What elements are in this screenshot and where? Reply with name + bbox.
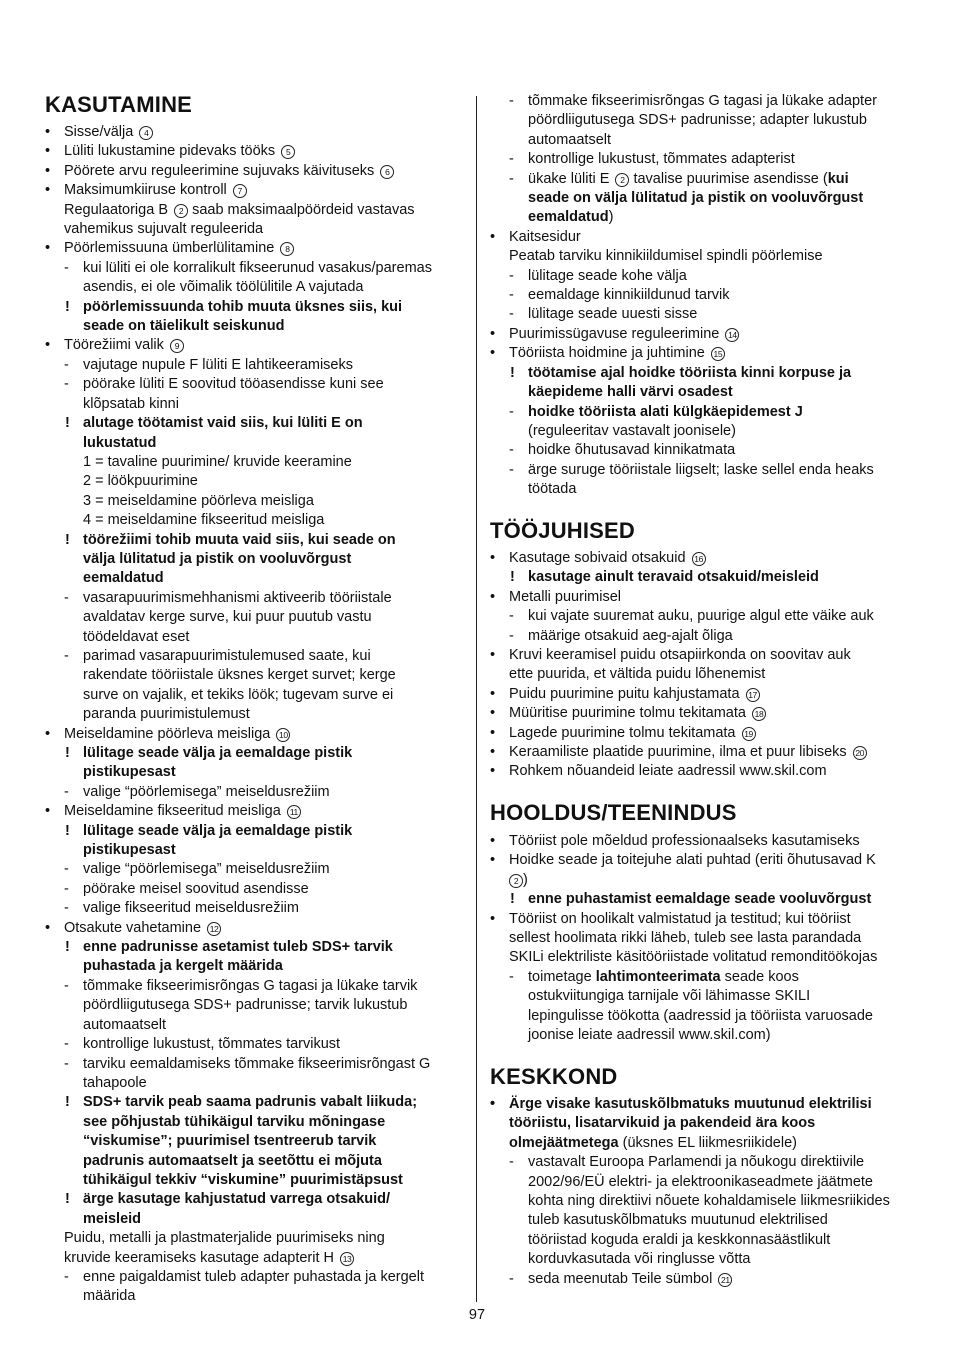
list-item: • Kaitsesidur <box>490 228 920 247</box>
list-item: • Sisse/välja 4 <box>45 123 475 142</box>
list-item: • Müüritise puurimine tolmu tekitamata 18 <box>490 704 920 723</box>
ref-number: 19 <box>742 727 756 741</box>
item-text: tuleb kasutuskõlbmatuks muutunud elektrilised <box>528 1212 828 1229</box>
warning-item: ! lülitage seade välja ja eemaldage pistik <box>45 744 475 763</box>
hooldus-list <box>490 832 920 1045</box>
dash-item: - kui lüliti ei ole korralikult fikseerunud vasakus/paremas <box>45 259 475 278</box>
item-text: asendis, ei ole võimalik töölülitile A vajutada <box>83 279 364 296</box>
section-heading-toojuhised: TÖÖJUHISED <box>490 518 636 543</box>
ref-number: 8 <box>280 242 294 256</box>
item-text: korduvkasutada või ringlusse võtta <box>528 1251 751 1268</box>
page-number: 97 <box>468 1307 486 1323</box>
dash-item: - seda meenutab Teile sümbol 21 <box>490 1270 920 1289</box>
dash-item: - valige “pöörlemisega” meiseldusrežiim <box>45 860 475 879</box>
item-text: Peatab tarviku kinnikiildumisel spindli pöörlemise <box>509 248 823 265</box>
ref-number: 11 <box>287 805 301 819</box>
item-text: lepingulisse töökotta (aadressid ja tööriista varuosade <box>528 1007 873 1024</box>
mode-line: 4 = meiseldamine fikseeritud meisliga <box>83 512 325 529</box>
dash-item: - toimetage lahtimonteerimata seade koos <box>490 968 920 987</box>
dash-item: - vasarapuurimismehhanismi aktiveerib tööriistale <box>45 589 475 608</box>
warning-item: ! alutage töötamist vaid siis, kui lüliti E on <box>45 414 475 433</box>
item-text: (reguleeritav vastavalt joonisele) <box>528 422 736 439</box>
ref-number: 18 <box>752 707 766 721</box>
list-item: • Puurimissügavuse reguleerimine 14 <box>490 325 920 344</box>
column-divider <box>476 96 477 1302</box>
dash-item: - tõmmake fikseerimisrõngas G tagasi ja lükake adapter <box>490 92 920 111</box>
mode-line: 2 = löökpuurimine <box>83 473 198 490</box>
warning-item: ! pöörlemissuunda tohib muuta üksnes siis, kui <box>45 298 475 317</box>
item-text: 2 ) <box>490 871 920 890</box>
item-text: 2002/96/EÜ elektri- ja elektroonikaseadmete jäätmete <box>528 1173 873 1190</box>
list-item: • Maksimumkiiruse kontroll 7 <box>45 181 475 200</box>
mode-line: 1 = tavaline puurimine/ kruvide keeramine <box>83 453 352 470</box>
item-text: pistikupesast <box>83 764 176 781</box>
item-text: see põhjustab tühikäigul tarviku mõningase <box>83 1113 386 1130</box>
item-text: olmejäätmetega (üksnes EL liikmesriikidele) <box>509 1134 797 1151</box>
list-item: • Lagede puurimine tolmu tekitamata 19 <box>490 724 920 743</box>
item-text: seade on täielikult seiskunud <box>83 318 285 335</box>
list-item: • Pöörete arvu reguleerimine sujuvaks käivituseks 6 <box>45 162 475 181</box>
item-text: paranda puurimistulemust <box>83 706 250 723</box>
dash-item: - kontrollige lukustust, tõmmates tarvikust <box>45 1035 475 1054</box>
item-text: automaatselt <box>528 131 612 148</box>
item-text: kruvide keeramiseks kasutage adapterit H 13 <box>45 1249 475 1268</box>
dash-item: - ükake lüliti E 2 tavalise puurimise asendisse (kui <box>490 170 920 189</box>
item-text: joonise leiate aadressil www.skil.com) <box>528 1027 771 1044</box>
list-item: • Tööriist on hoolikalt valmistatud ja testitud; kui tööriist <box>490 910 920 929</box>
item-text: pöördliigutusega SDS+ padrunisse; tarvik lukustub <box>83 997 408 1014</box>
ref-number: 17 <box>746 688 760 702</box>
item-text: ette puurida, et vältida puidu lõhenemist <box>509 666 766 683</box>
list-item: • Rohkem nõuandeid leiate aadressil www.skil.com <box>490 762 920 781</box>
section-heading-keskkond: KESKKOND <box>490 1064 618 1089</box>
item-text: ostukviitungiga tarnijale või lähimasse SKILI <box>528 988 811 1005</box>
list-item: • Pöörlemissuuna ümberlülitamine 8 <box>45 239 475 258</box>
section-heading-kasutamine: KASUTAMINE <box>45 92 193 117</box>
warning-item: ! lülitage seade välja ja eemaldage pistik <box>45 822 475 841</box>
item-text: klõpsatab kinni <box>83 395 179 412</box>
list-item: • Meiseldamine pöörleva meisliga 10 <box>45 725 475 744</box>
ref-number: 10 <box>276 728 290 742</box>
dash-item: - enne paigaldamist tuleb adapter puhastada ja kergelt <box>45 1268 475 1287</box>
item-text: SKILi elektriliste käsitööriistade volitatud remonditöökojas <box>509 949 878 966</box>
list-item: • Töörežiimi valik 9 <box>45 336 475 355</box>
item-text: tühikäigul tekkiv “viskumine” puurimistäpsust <box>83 1171 403 1188</box>
list-item: • Otsakute vahetamine 12 <box>45 919 475 938</box>
item-text: tööriistu, lisatarvikuid ja pakendeid ära koos <box>509 1115 816 1132</box>
dash-item: - tarviku eemaldamiseks tõmmake fikseerimisrõngast G <box>45 1055 475 1074</box>
ref-number: 4 <box>139 126 153 140</box>
item-text: surve on vajalik, et tekiks löök; tugevam surve ei <box>83 686 394 703</box>
item-text: automaatselt <box>83 1016 167 1033</box>
dash-item: - pöörake meisel soovitud asendisse <box>45 880 475 899</box>
warning-item: ! enne puhastamist eemaldage seade vooluvõrgust <box>490 890 920 909</box>
item-text: käepideme halli värvi osadest <box>528 384 733 401</box>
ref-number: 2 <box>174 204 188 218</box>
list-item: • Kruvi keeramisel puidu otsapiirkonda on soovitav auk <box>490 646 920 665</box>
list-item: • Lüliti lukustamine pidevaks tööks 5 <box>45 142 475 161</box>
ref-number: 14 <box>725 328 739 342</box>
keskkond-list <box>490 1095 920 1289</box>
item-text: vahemikus sujuvalt reguleerida <box>64 221 264 238</box>
list-item: • Meiseldamine fikseeritud meisliga 11 <box>45 802 475 821</box>
list-item: • Tööriista hoidmine ja juhtimine 15 <box>490 344 920 363</box>
item-text: Puidu, metalli ja plastmaterjalide puurimiseks ning <box>64 1230 385 1247</box>
list-item: • Keraamiliste plaatide puurimine, ilma et puur libiseks 20 <box>490 743 920 762</box>
ref-number: 12 <box>207 922 221 936</box>
item-text: rakendate tööriistale üksnes kerget survet; kerge <box>83 667 396 684</box>
dash-item: - lülitage seade kohe välja <box>490 267 920 286</box>
list-item: • Tööriist pole mõeldud professionaalseks kasutamiseks <box>490 832 920 851</box>
item-text: padrunis automaatselt ja seetõttu ei mõjuta <box>83 1152 382 1169</box>
list-item: • Puidu puurimine puitu kahjustamata 17 <box>490 685 920 704</box>
item-text: puhastada ja kergelt määrida <box>83 958 283 975</box>
dash-item: - kontrollige lukustust, tõmmates adapterist <box>490 150 920 169</box>
ref-number: 9 <box>170 339 184 353</box>
item-text: pistikupesast <box>83 842 176 859</box>
warning-item: ! SDS+ tarvik peab saama padrunis vabalt liikuda; <box>45 1093 475 1112</box>
item-text: töötada <box>528 481 577 498</box>
dash-item: - vajutage nupule F lüliti E lahtikeeramiseks <box>45 356 475 375</box>
dash-item: - kui vajate suuremat auku, puurige algul ette väike auk <box>490 607 920 626</box>
item-text: eemaldatud) <box>528 209 614 226</box>
list-item: • Kasutage sobivaid otsakuid 16 <box>490 549 920 568</box>
ref-number: 6 <box>380 165 394 179</box>
dash-item: - eemaldage kinnikiildunud tarvik <box>490 286 920 305</box>
warning-item: ! kasutage ainult teravaid otsakuid/meisleid <box>490 568 920 587</box>
warning-item: ! enne padrunisse asetamist tuleb SDS+ tarvik <box>45 938 475 957</box>
dash-item: - hoidke õhutusavad kinnikatmata <box>490 441 920 460</box>
dash-item: - valige “pöörlemisega” meiseldusrežiim <box>45 783 475 802</box>
ref-number: 15 <box>711 347 725 361</box>
dash-item: - parimad vasarapuurimistulemused saate, kui <box>45 647 475 666</box>
item-text: Regulaatoriga B 2 saab maksimaalpöördeid vastavas <box>64 201 415 218</box>
warning-item: ! töörežiimi tohib muuta vaid siis, kui seade on <box>45 531 475 550</box>
ref-number: 21 <box>718 1273 732 1287</box>
dash-item: - ärge suruge tööriistale liigselt; laske sellel enda heaks <box>490 461 920 480</box>
toojuhised-list <box>490 549 920 782</box>
item-text: sellest hoolimata rikki läheb, tuleb see lasta parandada <box>509 930 862 947</box>
warning-item: ! töötamise ajal hoidke tööriista kinni korpuse ja <box>490 364 920 383</box>
item-text: tööriistad koguda eraldi ja keskkonnasäästlikult <box>528 1231 831 1248</box>
dash-item: - tõmmake fikseerimisrõngas G tagasi ja lükake tarvik <box>45 977 475 996</box>
ref-number: 2 <box>509 874 523 888</box>
dash-item: - hoidke tööriista alati külgkäepidemest J <box>490 403 920 422</box>
item-text: tahapoole <box>83 1074 147 1091</box>
item-text: meisleid <box>83 1210 142 1227</box>
item-text: pöördliigutusega SDS+ padrunisse; adapter lukustub <box>528 112 867 129</box>
ref-number: 7 <box>233 184 247 198</box>
section-heading-hooldus: HOOLDUS/TEENINDUS <box>490 800 737 825</box>
kasutamine-list <box>45 123 475 1307</box>
ref-number: 5 <box>281 145 295 159</box>
dash-item: - vastavalt Euroopa Parlamendi ja nõukogu direktiivile <box>490 1153 920 1172</box>
item-text: töödeldavat eset <box>83 628 190 645</box>
list-item: • Metalli puurimisel <box>490 588 920 607</box>
mode-line: 3 = meiseldamine pöörleva meisliga <box>83 492 314 509</box>
ref-number: 16 <box>692 552 706 566</box>
continued-list <box>490 92 920 500</box>
dash-item: - määrige otsakuid aeg-ajalt õliga <box>490 627 920 646</box>
ref-number: 13 <box>340 1252 354 1266</box>
item-text: avaldatav kerge surve, kui puur puutub vastu <box>83 609 372 626</box>
warning-item: ! ärge kasutage kahjustatud varrega otsakuid/ <box>45 1190 475 1209</box>
item-text: määrida <box>83 1288 136 1305</box>
list-item: • Hoidke seade ja toitejuhe alati puhtad (eriti õhutusavad K <box>490 851 920 870</box>
item-text: lukustatud <box>83 434 157 451</box>
dash-item: - pöörake lüliti E soovitud tööasendisse kuni see <box>45 375 475 394</box>
item-text: välja lülitatud ja pistik on vooluvõrgust <box>83 550 352 567</box>
item-text: kohta ning direktiivi nõuete kohaldamisele liikmesriikides <box>528 1193 890 1210</box>
item-text: “viskumise”; puurimisel tsentreerub tarvik <box>83 1133 377 1150</box>
dash-item: - lülitage seade uuesti sisse <box>490 305 920 324</box>
list-item: • Ärge visake kasutuskõlbmatuks muutunud elektrilisi <box>490 1095 920 1114</box>
item-text: seade on välja lülitatud ja pistik on vooluvõrgust <box>528 190 864 207</box>
ref-number: 20 <box>853 746 867 760</box>
ref-number: 2 <box>615 173 629 187</box>
item-text: eemaldatud <box>83 570 164 587</box>
dash-item: - valige fikseeritud meiseldusrežiim <box>45 899 475 918</box>
